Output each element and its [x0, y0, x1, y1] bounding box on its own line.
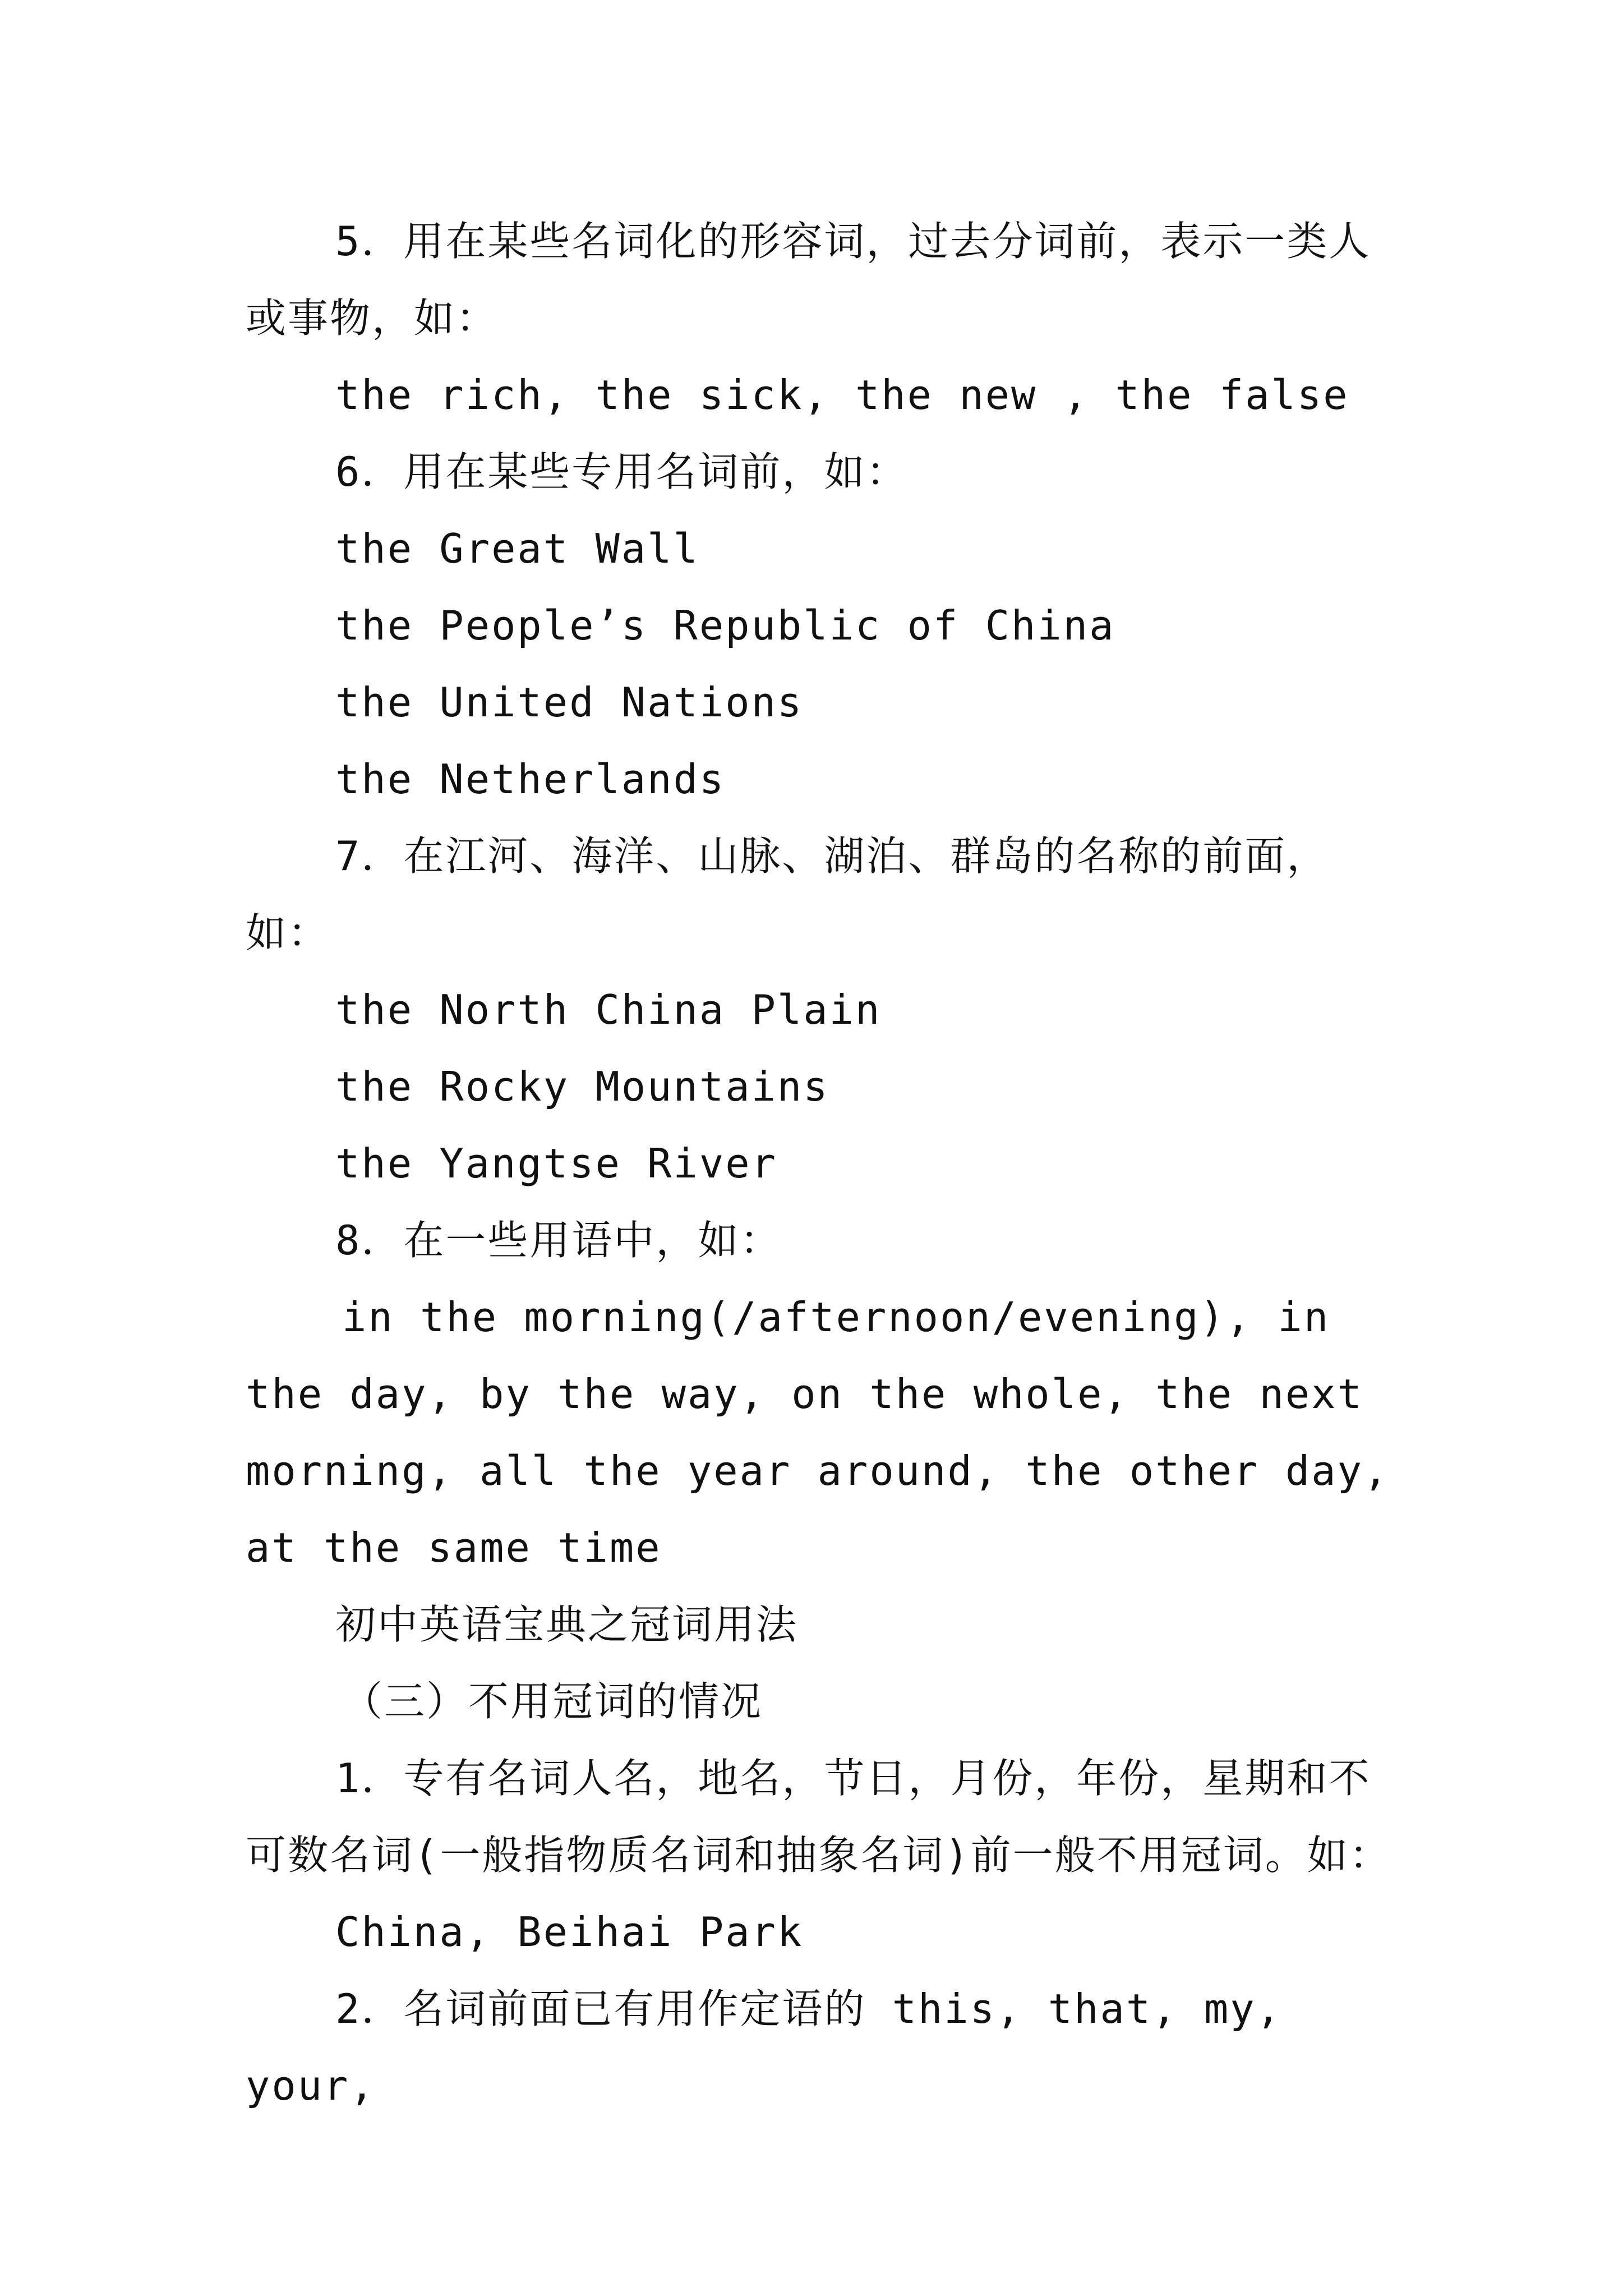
section-heading: （三）不用冠词的情况: [342, 1678, 763, 1725]
document-body: [246, 203, 1415, 2124]
example-line: the Great Wall: [335, 525, 699, 572]
example-line: the Rocky Mountains: [335, 1063, 829, 1110]
example-line: the North China Plain: [335, 986, 882, 1033]
example-line: the United Nations: [335, 679, 804, 726]
paragraph-rule-6: 6．用在某些专用名词前，如：: [335, 448, 909, 495]
paragraph-rule-5: 5．用在某些名词化的形容词，过去分词前，表示一类人或事物，如：: [246, 218, 1371, 342]
example-line: the rich, the sick, the new , the false: [335, 371, 1349, 418]
example-line: the Yangtse River: [335, 1140, 777, 1187]
paragraph-rule-7: 7．在江河、海洋、山脉、湖泊、群岛的名称的前面，如：: [246, 832, 1329, 956]
example-line: the People’s Republic of China: [335, 602, 1115, 649]
example-phrases: in the morning(/afternoon/evening), in the day, by the way, on the whole, the next morning, all the year around, the other day, at the same time: [246, 1294, 1415, 1571]
paragraph-rule-2: 2．名词前面已有用作定语的 this, that, my, your,: [246, 1985, 1308, 2109]
example-line: the Netherlands: [335, 756, 726, 803]
paragraph-rule-8: 8．在一些用语中，如：: [335, 1217, 782, 1264]
example-line: China, Beihai Park: [335, 1908, 804, 1955]
section-title: 初中英语宝典之冠词用法: [335, 1601, 799, 1648]
paragraph-rule-1: 1．专有名词人名，地名，节日，月份，年份，星期和不可数名词(一般指物质名词和抽象名词)前一般不用冠词。如：: [246, 1755, 1391, 1879]
